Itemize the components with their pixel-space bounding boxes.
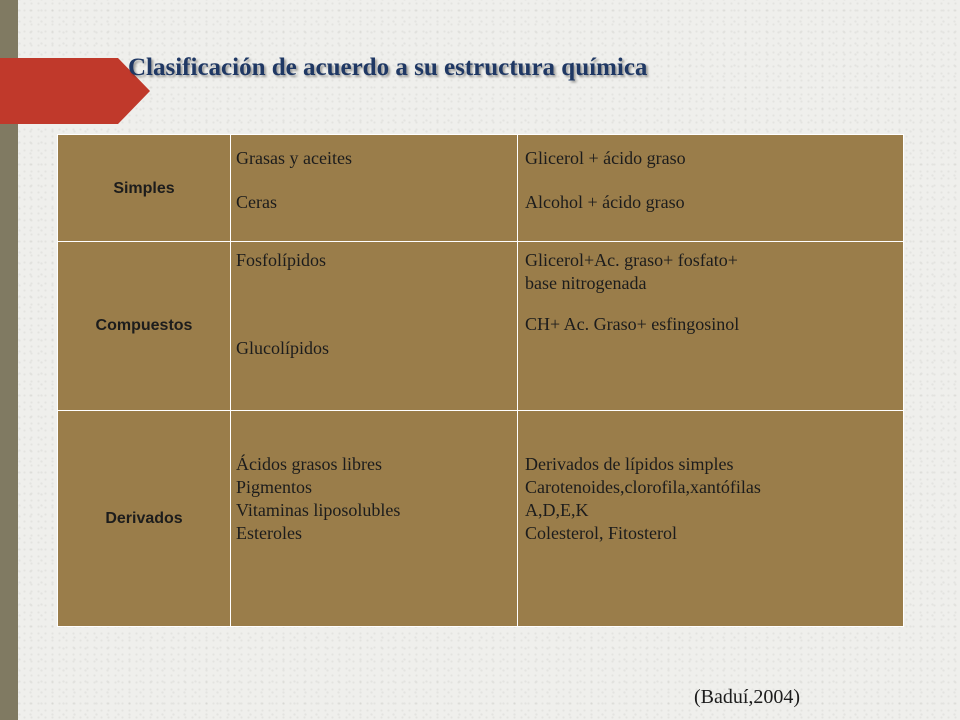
composition-text: Alcohol + ácido graso [525, 192, 685, 212]
composition-text: A,D,E,K [525, 499, 589, 520]
composition-text: Carotenoides,clorofila,xantófilas [525, 476, 761, 497]
component-text: Glucolípidos [236, 338, 329, 359]
lipid-classification-table [57, 134, 904, 627]
composition-text: CH+ Ac. Graso+ esfingosinol [525, 314, 740, 335]
components-cell [231, 135, 518, 242]
category-cell [58, 135, 231, 242]
composition-text: Glicerol + ácido graso [525, 148, 686, 168]
component-text: Fosfolípidos [236, 250, 327, 271]
category-label: Compuestos [95, 317, 193, 335]
composition-cell [518, 410, 904, 626]
composition-cell [518, 135, 904, 242]
citation: (Baduí,2004) [694, 686, 801, 708]
composition-text: base nitrogenada [525, 273, 647, 294]
component-text: Esteroles [236, 522, 302, 543]
category-cell [58, 410, 231, 626]
component-text: Vitaminas liposolubles [236, 499, 401, 520]
component-text: Ceras [236, 192, 277, 212]
category-label: Derivados [105, 509, 183, 527]
composition-text: Derivados de lípidos simples [525, 453, 734, 474]
component-text: Ácidos grasos libres [236, 453, 382, 474]
composition-text: Glicerol+Ac. graso+ fosfato+ [525, 250, 738, 271]
components-cell [231, 242, 518, 410]
composition-text: Colesterol, Fitosterol [525, 522, 677, 543]
composition-cell [518, 242, 904, 410]
table-row [58, 410, 904, 626]
component-text: Grasas y aceites [236, 148, 352, 168]
slide-title: Clasificación de acuerdo a su estructura química [128, 54, 648, 81]
component-text: Pigmentos [236, 476, 313, 497]
table-row [58, 135, 904, 242]
components-cell [231, 410, 518, 626]
category-cell [58, 242, 231, 410]
category-label: Simples [113, 179, 175, 197]
table-row [58, 242, 904, 410]
